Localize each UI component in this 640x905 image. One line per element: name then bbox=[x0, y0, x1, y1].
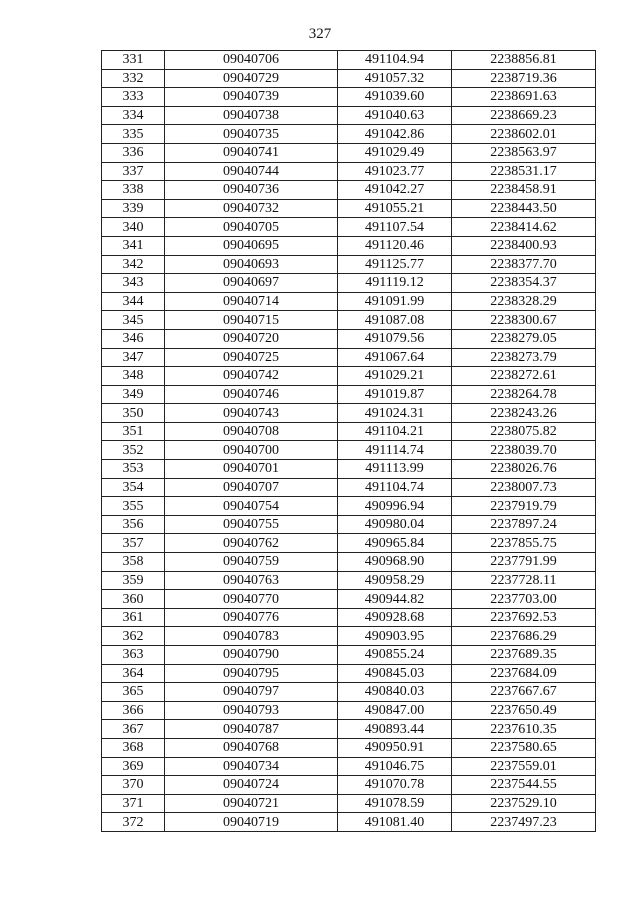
point-id-cell: 09040736 bbox=[165, 181, 338, 200]
y-coordinate-cell: 2238075.82 bbox=[452, 422, 596, 441]
y-coordinate-cell: 2238691.63 bbox=[452, 88, 596, 107]
table-row bbox=[102, 311, 596, 330]
point-id-cell: 09040741 bbox=[165, 143, 338, 162]
point-id-cell: 09040742 bbox=[165, 367, 338, 386]
point-id-cell: 09040755 bbox=[165, 515, 338, 534]
point-id-cell: 09040770 bbox=[165, 590, 338, 609]
table-row bbox=[102, 757, 596, 776]
y-coordinate-cell: 2238563.97 bbox=[452, 143, 596, 162]
y-coordinate-cell: 2238400.93 bbox=[452, 236, 596, 255]
point-number-cell: 353 bbox=[102, 460, 165, 479]
x-coordinate-cell: 491087.08 bbox=[338, 311, 452, 330]
x-coordinate-cell: 491039.60 bbox=[338, 88, 452, 107]
x-coordinate-cell: 491067.64 bbox=[338, 348, 452, 367]
x-coordinate-cell: 491055.21 bbox=[338, 199, 452, 218]
x-coordinate-cell: 490980.04 bbox=[338, 515, 452, 534]
x-coordinate-cell: 491091.99 bbox=[338, 292, 452, 311]
point-id-cell: 09040715 bbox=[165, 311, 338, 330]
x-coordinate-cell: 491078.59 bbox=[338, 794, 452, 813]
point-id-cell: 09040708 bbox=[165, 422, 338, 441]
y-coordinate-cell: 2238377.70 bbox=[452, 255, 596, 274]
point-id-cell: 09040744 bbox=[165, 162, 338, 181]
y-coordinate-cell: 2237686.29 bbox=[452, 627, 596, 646]
point-id-cell: 09040706 bbox=[165, 51, 338, 70]
x-coordinate-cell: 490968.90 bbox=[338, 553, 452, 572]
point-id-cell: 09040721 bbox=[165, 794, 338, 813]
y-coordinate-cell: 2238669.23 bbox=[452, 106, 596, 125]
table-row bbox=[102, 478, 596, 497]
point-id-cell: 09040759 bbox=[165, 553, 338, 572]
y-coordinate-cell: 2237667.67 bbox=[452, 683, 596, 702]
table-row bbox=[102, 329, 596, 348]
point-id-cell: 09040714 bbox=[165, 292, 338, 311]
point-number-cell: 357 bbox=[102, 534, 165, 553]
point-id-cell: 09040724 bbox=[165, 776, 338, 795]
table-row bbox=[102, 51, 596, 70]
x-coordinate-cell: 490840.03 bbox=[338, 683, 452, 702]
table-row bbox=[102, 162, 596, 181]
x-coordinate-cell: 490893.44 bbox=[338, 720, 452, 739]
point-number-cell: 372 bbox=[102, 813, 165, 832]
y-coordinate-cell: 2237689.35 bbox=[452, 646, 596, 665]
x-coordinate-cell: 490928.68 bbox=[338, 608, 452, 627]
table-row bbox=[102, 367, 596, 386]
point-id-cell: 09040763 bbox=[165, 571, 338, 590]
y-coordinate-cell: 2238026.76 bbox=[452, 460, 596, 479]
x-coordinate-cell: 490958.29 bbox=[338, 571, 452, 590]
table-row bbox=[102, 701, 596, 720]
x-coordinate-cell: 490950.91 bbox=[338, 738, 452, 757]
point-id-cell: 09040738 bbox=[165, 106, 338, 125]
table-row bbox=[102, 497, 596, 516]
y-coordinate-cell: 2238328.29 bbox=[452, 292, 596, 311]
point-number-cell: 368 bbox=[102, 738, 165, 757]
point-number-cell: 351 bbox=[102, 422, 165, 441]
point-number-cell: 361 bbox=[102, 608, 165, 627]
table-row bbox=[102, 776, 596, 795]
y-coordinate-cell: 2238856.81 bbox=[452, 51, 596, 70]
x-coordinate-cell: 491119.12 bbox=[338, 274, 452, 293]
table-row bbox=[102, 385, 596, 404]
point-number-cell: 346 bbox=[102, 329, 165, 348]
point-id-cell: 09040735 bbox=[165, 125, 338, 144]
table-row bbox=[102, 813, 596, 832]
point-number-cell: 348 bbox=[102, 367, 165, 386]
table-row bbox=[102, 571, 596, 590]
table-row bbox=[102, 627, 596, 646]
y-coordinate-cell: 2237692.53 bbox=[452, 608, 596, 627]
x-coordinate-cell: 490996.94 bbox=[338, 497, 452, 516]
point-id-cell: 09040743 bbox=[165, 404, 338, 423]
y-coordinate-cell: 2238719.36 bbox=[452, 69, 596, 88]
point-number-cell: 369 bbox=[102, 757, 165, 776]
x-coordinate-cell: 491113.99 bbox=[338, 460, 452, 479]
y-coordinate-cell: 2238458.91 bbox=[452, 181, 596, 200]
point-number-cell: 349 bbox=[102, 385, 165, 404]
point-number-cell: 363 bbox=[102, 646, 165, 665]
y-coordinate-cell: 2237559.01 bbox=[452, 757, 596, 776]
table-row bbox=[102, 664, 596, 683]
table-row bbox=[102, 441, 596, 460]
table-row bbox=[102, 646, 596, 665]
table-row bbox=[102, 404, 596, 423]
table-row bbox=[102, 125, 596, 144]
y-coordinate-cell: 2237728.11 bbox=[452, 571, 596, 590]
y-coordinate-cell: 2237897.24 bbox=[452, 515, 596, 534]
table-row bbox=[102, 69, 596, 88]
table-row bbox=[102, 255, 596, 274]
y-coordinate-cell: 2237684.09 bbox=[452, 664, 596, 683]
point-number-cell: 340 bbox=[102, 218, 165, 237]
point-id-cell: 09040746 bbox=[165, 385, 338, 404]
table-row bbox=[102, 590, 596, 609]
point-id-cell: 09040729 bbox=[165, 69, 338, 88]
table-row bbox=[102, 348, 596, 367]
point-number-cell: 366 bbox=[102, 701, 165, 720]
x-coordinate-cell: 491107.54 bbox=[338, 218, 452, 237]
point-id-cell: 09040790 bbox=[165, 646, 338, 665]
point-number-cell: 352 bbox=[102, 441, 165, 460]
x-coordinate-cell: 491024.31 bbox=[338, 404, 452, 423]
point-number-cell: 338 bbox=[102, 181, 165, 200]
point-id-cell: 09040707 bbox=[165, 478, 338, 497]
point-number-cell: 367 bbox=[102, 720, 165, 739]
point-number-cell: 365 bbox=[102, 683, 165, 702]
point-id-cell: 09040732 bbox=[165, 199, 338, 218]
y-coordinate-cell: 2238279.05 bbox=[452, 329, 596, 348]
point-id-cell: 09040793 bbox=[165, 701, 338, 720]
y-coordinate-cell: 2237919.79 bbox=[452, 497, 596, 516]
table-row bbox=[102, 199, 596, 218]
y-coordinate-cell: 2238443.50 bbox=[452, 199, 596, 218]
table-body bbox=[102, 51, 596, 832]
point-id-cell: 09040776 bbox=[165, 608, 338, 627]
x-coordinate-cell: 491081.40 bbox=[338, 813, 452, 832]
point-number-cell: 355 bbox=[102, 497, 165, 516]
table-row bbox=[102, 181, 596, 200]
point-id-cell: 09040719 bbox=[165, 813, 338, 832]
x-coordinate-cell: 491019.87 bbox=[338, 385, 452, 404]
point-id-cell: 09040762 bbox=[165, 534, 338, 553]
point-number-cell: 371 bbox=[102, 794, 165, 813]
point-number-cell: 331 bbox=[102, 51, 165, 70]
point-number-cell: 334 bbox=[102, 106, 165, 125]
coordinates-table-container bbox=[101, 50, 596, 832]
point-number-cell: 359 bbox=[102, 571, 165, 590]
point-number-cell: 358 bbox=[102, 553, 165, 572]
point-number-cell: 344 bbox=[102, 292, 165, 311]
table-row bbox=[102, 422, 596, 441]
y-coordinate-cell: 2238354.37 bbox=[452, 274, 596, 293]
y-coordinate-cell: 2238007.73 bbox=[452, 478, 596, 497]
point-number-cell: 342 bbox=[102, 255, 165, 274]
x-coordinate-cell: 491104.21 bbox=[338, 422, 452, 441]
point-id-cell: 09040754 bbox=[165, 497, 338, 516]
point-id-cell: 09040695 bbox=[165, 236, 338, 255]
table-row bbox=[102, 292, 596, 311]
table-row bbox=[102, 274, 596, 293]
point-id-cell: 09040734 bbox=[165, 757, 338, 776]
coordinates-table bbox=[101, 50, 596, 832]
table-row bbox=[102, 553, 596, 572]
table-row bbox=[102, 738, 596, 757]
point-id-cell: 09040705 bbox=[165, 218, 338, 237]
point-id-cell: 09040697 bbox=[165, 274, 338, 293]
x-coordinate-cell: 491070.78 bbox=[338, 776, 452, 795]
point-id-cell: 09040739 bbox=[165, 88, 338, 107]
point-id-cell: 09040700 bbox=[165, 441, 338, 460]
y-coordinate-cell: 2237544.55 bbox=[452, 776, 596, 795]
table-row bbox=[102, 88, 596, 107]
point-id-cell: 09040797 bbox=[165, 683, 338, 702]
y-coordinate-cell: 2237855.75 bbox=[452, 534, 596, 553]
x-coordinate-cell: 491125.77 bbox=[338, 255, 452, 274]
point-number-cell: 341 bbox=[102, 236, 165, 255]
x-coordinate-cell: 490944.82 bbox=[338, 590, 452, 609]
table-row bbox=[102, 460, 596, 479]
x-coordinate-cell: 491079.56 bbox=[338, 329, 452, 348]
x-coordinate-cell: 490847.00 bbox=[338, 701, 452, 720]
y-coordinate-cell: 2238531.17 bbox=[452, 162, 596, 181]
table-row bbox=[102, 608, 596, 627]
y-coordinate-cell: 2237529.10 bbox=[452, 794, 596, 813]
point-id-cell: 09040787 bbox=[165, 720, 338, 739]
point-number-cell: 335 bbox=[102, 125, 165, 144]
table-row bbox=[102, 236, 596, 255]
table-row bbox=[102, 218, 596, 237]
point-number-cell: 336 bbox=[102, 143, 165, 162]
y-coordinate-cell: 2237610.35 bbox=[452, 720, 596, 739]
y-coordinate-cell: 2238414.62 bbox=[452, 218, 596, 237]
point-number-cell: 362 bbox=[102, 627, 165, 646]
x-coordinate-cell: 490855.24 bbox=[338, 646, 452, 665]
y-coordinate-cell: 2237791.99 bbox=[452, 553, 596, 572]
x-coordinate-cell: 491042.27 bbox=[338, 181, 452, 200]
point-number-cell: 354 bbox=[102, 478, 165, 497]
y-coordinate-cell: 2237650.49 bbox=[452, 701, 596, 720]
point-number-cell: 356 bbox=[102, 515, 165, 534]
point-number-cell: 347 bbox=[102, 348, 165, 367]
table-row bbox=[102, 143, 596, 162]
y-coordinate-cell: 2237497.23 bbox=[452, 813, 596, 832]
point-id-cell: 09040701 bbox=[165, 460, 338, 479]
x-coordinate-cell: 491029.21 bbox=[338, 367, 452, 386]
table-row bbox=[102, 106, 596, 125]
point-number-cell: 343 bbox=[102, 274, 165, 293]
x-coordinate-cell: 491114.74 bbox=[338, 441, 452, 460]
point-number-cell: 360 bbox=[102, 590, 165, 609]
y-coordinate-cell: 2238039.70 bbox=[452, 441, 596, 460]
x-coordinate-cell: 490965.84 bbox=[338, 534, 452, 553]
point-id-cell: 09040725 bbox=[165, 348, 338, 367]
point-number-cell: 370 bbox=[102, 776, 165, 795]
y-coordinate-cell: 2238243.26 bbox=[452, 404, 596, 423]
point-number-cell: 333 bbox=[102, 88, 165, 107]
table-row bbox=[102, 534, 596, 553]
x-coordinate-cell: 491104.74 bbox=[338, 478, 452, 497]
x-coordinate-cell: 491120.46 bbox=[338, 236, 452, 255]
point-id-cell: 09040693 bbox=[165, 255, 338, 274]
y-coordinate-cell: 2238300.67 bbox=[452, 311, 596, 330]
point-number-cell: 332 bbox=[102, 69, 165, 88]
page-number: 327 bbox=[308, 26, 332, 42]
x-coordinate-cell: 491029.49 bbox=[338, 143, 452, 162]
point-number-cell: 345 bbox=[102, 311, 165, 330]
x-coordinate-cell: 491023.77 bbox=[338, 162, 452, 181]
table-row bbox=[102, 794, 596, 813]
y-coordinate-cell: 2238273.79 bbox=[452, 348, 596, 367]
point-id-cell: 09040783 bbox=[165, 627, 338, 646]
x-coordinate-cell: 490903.95 bbox=[338, 627, 452, 646]
x-coordinate-cell: 491046.75 bbox=[338, 757, 452, 776]
table-row bbox=[102, 515, 596, 534]
x-coordinate-cell: 491040.63 bbox=[338, 106, 452, 125]
point-id-cell: 09040768 bbox=[165, 738, 338, 757]
x-coordinate-cell: 491104.94 bbox=[338, 51, 452, 70]
y-coordinate-cell: 2238272.61 bbox=[452, 367, 596, 386]
point-number-cell: 337 bbox=[102, 162, 165, 181]
point-id-cell: 09040720 bbox=[165, 329, 338, 348]
table-row bbox=[102, 683, 596, 702]
y-coordinate-cell: 2238264.78 bbox=[452, 385, 596, 404]
x-coordinate-cell: 490845.03 bbox=[338, 664, 452, 683]
y-coordinate-cell: 2237703.00 bbox=[452, 590, 596, 609]
x-coordinate-cell: 491042.86 bbox=[338, 125, 452, 144]
point-number-cell: 350 bbox=[102, 404, 165, 423]
table-row bbox=[102, 720, 596, 739]
point-number-cell: 364 bbox=[102, 664, 165, 683]
y-coordinate-cell: 2237580.65 bbox=[452, 738, 596, 757]
point-number-cell: 339 bbox=[102, 199, 165, 218]
point-id-cell: 09040795 bbox=[165, 664, 338, 683]
y-coordinate-cell: 2238602.01 bbox=[452, 125, 596, 144]
x-coordinate-cell: 491057.32 bbox=[338, 69, 452, 88]
